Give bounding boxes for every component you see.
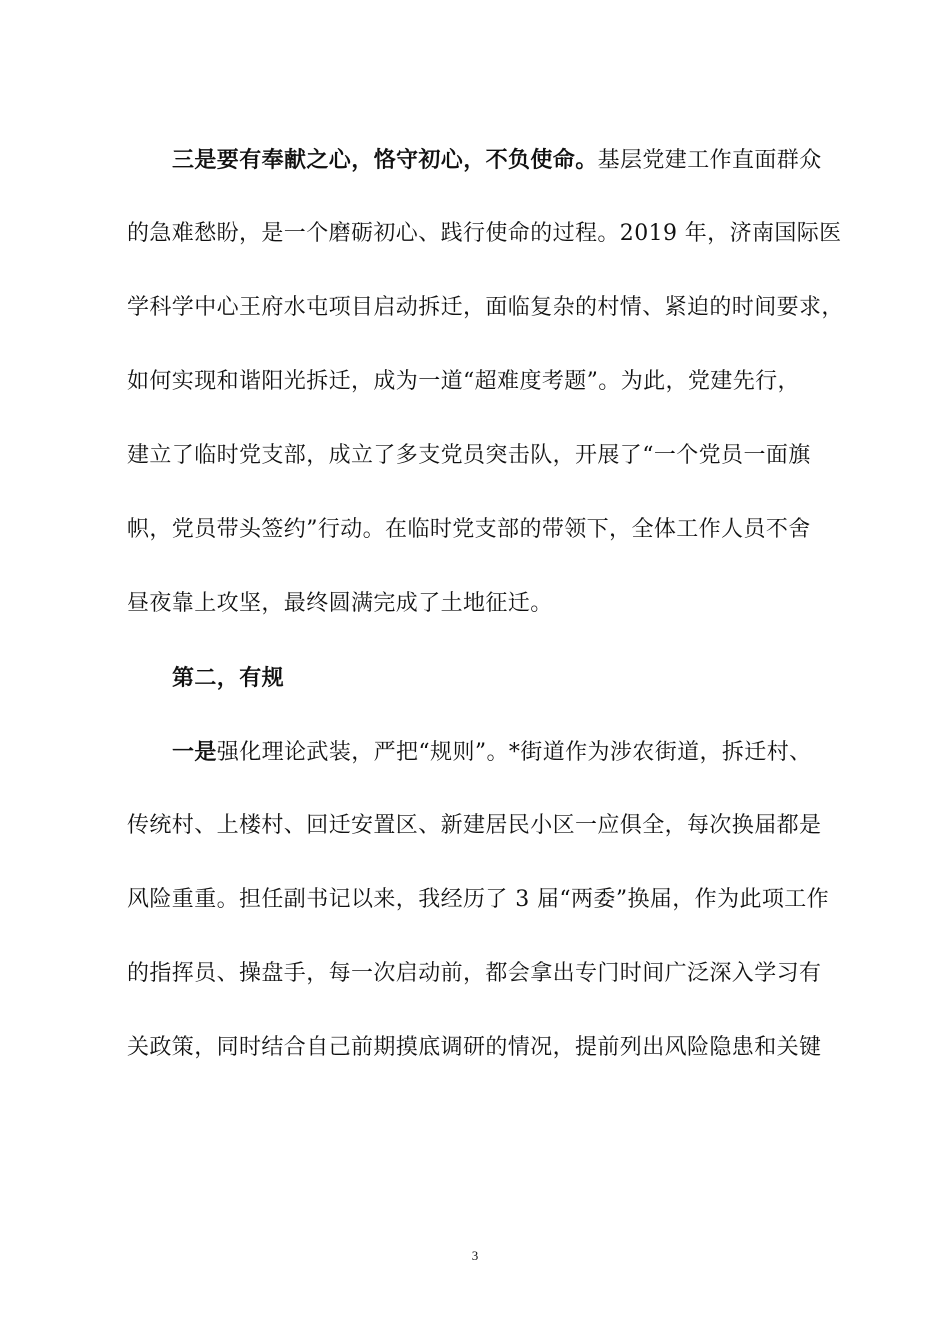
paragraph-line: 风险重重。担任副书记以来，我经历了 3 届“两委”换届，作为此项工作	[127, 887, 830, 912]
paragraph-line: 昼夜靠上攻坚，最终圆满完成了土地征迁。	[127, 591, 553, 616]
paragraph-line: 的指挥员、操盘手，每一次启动前，都会拿出专门时间广泛深入学习有	[127, 961, 822, 986]
paragraph-line	[172, 140, 902, 180]
paragraph-line: 的急难愁盼，是一个磨砺初心、践行使命的过程。2019 年，济南国际医	[127, 221, 842, 246]
section-heading: 第二，有规	[172, 665, 285, 691]
line-text: 基层党建工作直面群众	[597, 148, 822, 173]
paragraph-line: 关政策，同时结合自己前期摸底调研的情况，提前列出风险隐患和关键	[127, 1035, 822, 1060]
paragraph-line: 学科学中心王府水屯项目启动拆迁，面临复杂的村情、紧迫的时间要求，	[127, 295, 844, 320]
paragraph-line: 如何实现和谐阳光拆迁，成为一道“超难度考题”。为此，党建先行，	[127, 369, 800, 394]
paragraph-line: 传统村、上楼村、回迁安置区、新建居民小区一应俱全，每次换届都是	[127, 813, 822, 838]
paragraph-line: 建立了临时党支部，成立了多支党员突击队，开展了“一个党员一面旗	[127, 443, 811, 468]
bold-lead-phrase: 一是	[172, 739, 217, 765]
paragraph-line: 帜，党员带头签约”行动。在临时党支部的带领下，全体工作人员不舍	[127, 517, 811, 542]
paragraph-line	[172, 732, 902, 772]
page-number: 3	[471, 1248, 479, 1263]
bold-lead-phrase: 三是要有奉献之心，恪守初心，不负使命。	[172, 147, 598, 173]
line-text: 强化理论武装，严把“规则”。*街道作为涉农街道，拆迁村、	[216, 740, 812, 765]
